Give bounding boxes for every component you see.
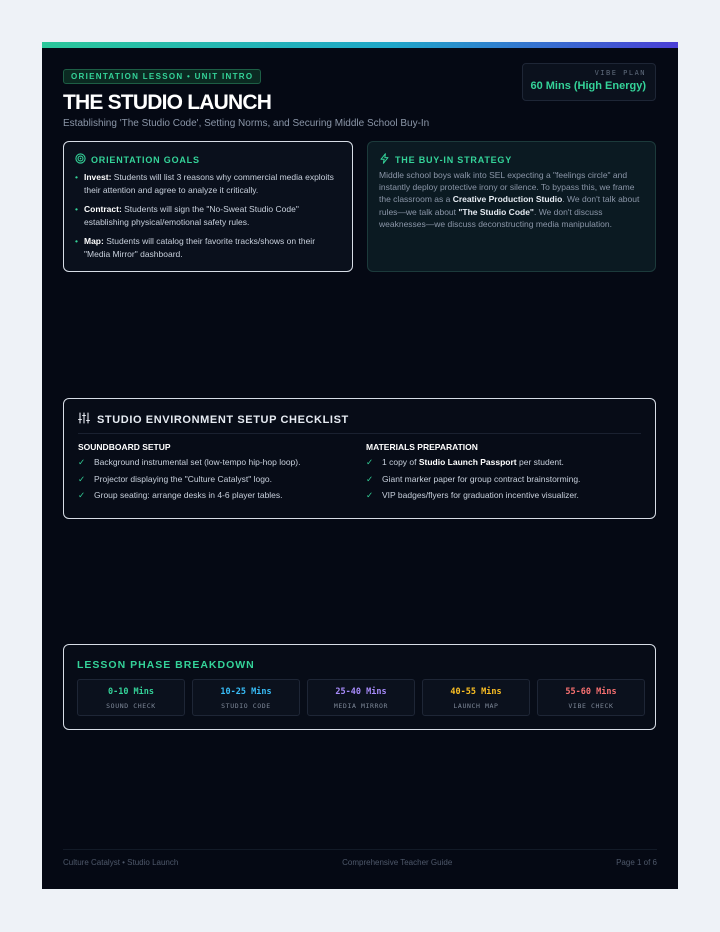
checklist-item: ✓ VIP badges/flyers for graduation incentive visualizer. <box>366 490 579 500</box>
materials-title: MATERIALS PREPARATION <box>366 442 478 452</box>
check-icon: ✓ <box>366 457 374 467</box>
phase-time: 25-40 Mins <box>335 687 387 697</box>
phase-sound-check <box>77 679 185 716</box>
checklist-item: ✓ 1 copy of Studio Launch Passport per student. <box>366 457 564 467</box>
checklist-item: ✓ Background instrumental set (low-tempo hip-hop loop). <box>78 457 301 467</box>
check-icon: ✓ <box>78 457 86 467</box>
soundboard-column <box>78 442 348 507</box>
soundboard-title: SOUNDBOARD SETUP <box>78 442 171 452</box>
checklist-item: ✓ Giant marker paper for group contract brainstorming. <box>366 473 581 484</box>
check-icon: ✓ <box>366 490 374 500</box>
phase-time: 0-10 Mins <box>107 687 155 697</box>
sliders-icon <box>78 412 90 427</box>
setup-title: STUDIO ENVIRONMENT SETUP CHECKLIST <box>97 413 349 426</box>
page-subtitle: Establishing 'The Studio Code', Setting Norms, and Securing Middle School Buy-In <box>63 118 430 129</box>
strategy-text: Middle school boys walk into SEL expecting a "feelings circle" and instantly deploy protective irony or silence. To bypass this, we frame the classroom as a Creative Production Studio. We don't talk about rules—we talk about "The Studio Code". We don't discuss weaknesses—we discuss deconstructing media manipulation. <box>379 170 640 229</box>
checklist-item: ✓ Projector displaying the "Culture Catalyst" logo. <box>78 473 273 484</box>
phase-time: 55-60 Mins <box>565 687 617 697</box>
phase-name: STUDIO CODE <box>221 702 271 710</box>
phase-launch-map <box>422 679 530 716</box>
setup-header <box>78 412 349 427</box>
phase-name: LAUNCH MAP <box>453 702 499 710</box>
phase-studio-code <box>192 679 300 716</box>
goals-list <box>75 171 343 267</box>
materials-column <box>366 442 636 507</box>
phase-name: VIBE CHECK <box>568 702 614 710</box>
phase-vibe-check <box>537 679 645 716</box>
phase-media-mirror <box>307 679 415 716</box>
vibe-plan-box <box>522 63 656 101</box>
goal-item: • Invest: Students will list 3 reasons why commercial media exploits their attention and agree to analyze it critically. <box>75 171 343 197</box>
strategy-title: THE BUY-IN STRATEGY <box>395 154 513 165</box>
footer-left: Culture Catalyst • Studio Launch <box>63 858 179 867</box>
page-footer <box>63 849 657 867</box>
setup-divider <box>78 433 641 434</box>
target-icon <box>75 153 86 166</box>
vibe-plan-label: VIBE PLAN <box>594 69 646 77</box>
goal-item: • Map: Students will catalog their favorite tracks/shows on their "Media Mirror" dashboard. <box>75 235 343 261</box>
check-icon: ✓ <box>78 473 86 484</box>
orientation-goals-card <box>63 141 353 272</box>
phase-time: 10-25 Mins <box>220 687 272 697</box>
phases-title: LESSON PHASE BREAKDOWN <box>77 659 255 671</box>
checklist-item: ✓ Group seating: arrange desks in 4-6 player tables. <box>78 490 283 500</box>
check-icon: ✓ <box>366 473 374 484</box>
goal-item: • Contract: Students will sign the "No-Sweat Studio Code" establishing physical/emotional safety rules. <box>75 203 343 229</box>
phase-name: SOUND CHECK <box>106 702 156 710</box>
vibe-plan-value: 60 Mins (High Energy) <box>530 80 646 92</box>
phase-row <box>77 679 645 716</box>
goals-header <box>75 153 200 166</box>
check-icon: ✓ <box>78 490 86 500</box>
footer-page-number: Page 1 of 6 <box>616 858 657 867</box>
phase-breakdown-card <box>63 644 656 730</box>
strategy-header <box>379 153 512 166</box>
lesson-tag: ORIENTATION LESSON • UNIT INTRO <box>63 69 261 84</box>
guide-page <box>42 42 678 889</box>
page-title: THE STUDIO LAUNCH <box>63 91 272 114</box>
footer-center: Comprehensive Teacher Guide <box>342 858 453 867</box>
lightning-icon <box>379 153 390 166</box>
setup-checklist-card <box>63 398 656 519</box>
goals-title: ORIENTATION GOALS <box>91 154 200 165</box>
gradient-top-bar <box>42 42 678 48</box>
buy-in-strategy-card <box>367 141 656 272</box>
phase-name: MEDIA MIRROR <box>333 702 389 710</box>
phase-time: 40-55 Mins <box>450 687 502 697</box>
